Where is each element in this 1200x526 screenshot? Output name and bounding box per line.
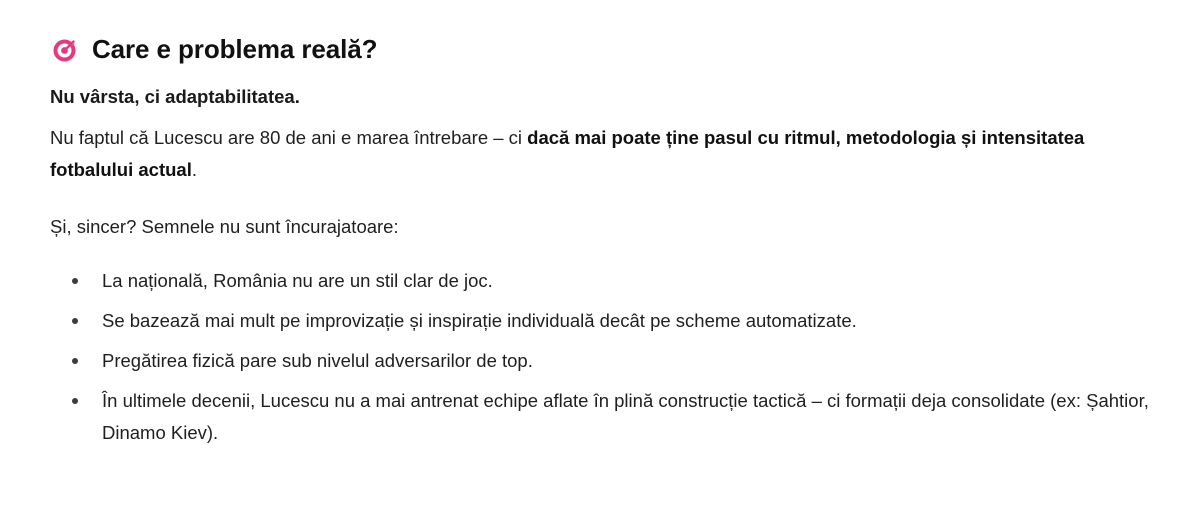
list-item: Se bazează mai mult pe improvizație și inspirație individuală decât pe scheme automatizate.: [50, 305, 1152, 337]
paragraph-1-start: Nu faptul că Lucescu are 80 de ani e marea întrebare – ci: [50, 126, 528, 148]
paragraph-1-emphasis: dacă mai poate ține pasul cu ritmul, metodologia și intensitatea fotbalului actual: [50, 126, 1085, 180]
target-icon: [50, 36, 78, 64]
list-item: La națională, România nu are un stil clar de joc.: [50, 265, 1152, 297]
paragraph-1: [50, 122, 1152, 186]
list-item: În ultimele decenii, Lucescu nu a mai antrenat echipe aflate în plină construcție tactică – ci formații deja consolidate (ex: Șahtior, Dinamo Kiev).: [50, 385, 1152, 449]
paragraph-1-end: .: [191, 158, 197, 180]
paragraph-2: Și, sincer? Semnele nu sunt încurajatoare:: [50, 216, 399, 238]
lead-statement: Nu vârsta, ci adaptabilitatea.: [50, 86, 300, 108]
bullet-list: [50, 265, 1152, 448]
page-title: Care e problema reală?: [92, 34, 378, 64]
list-item: Pregătirea fizică pare sub nivelul adversarilor de top.: [50, 345, 1152, 377]
section-heading: [50, 34, 1152, 65]
